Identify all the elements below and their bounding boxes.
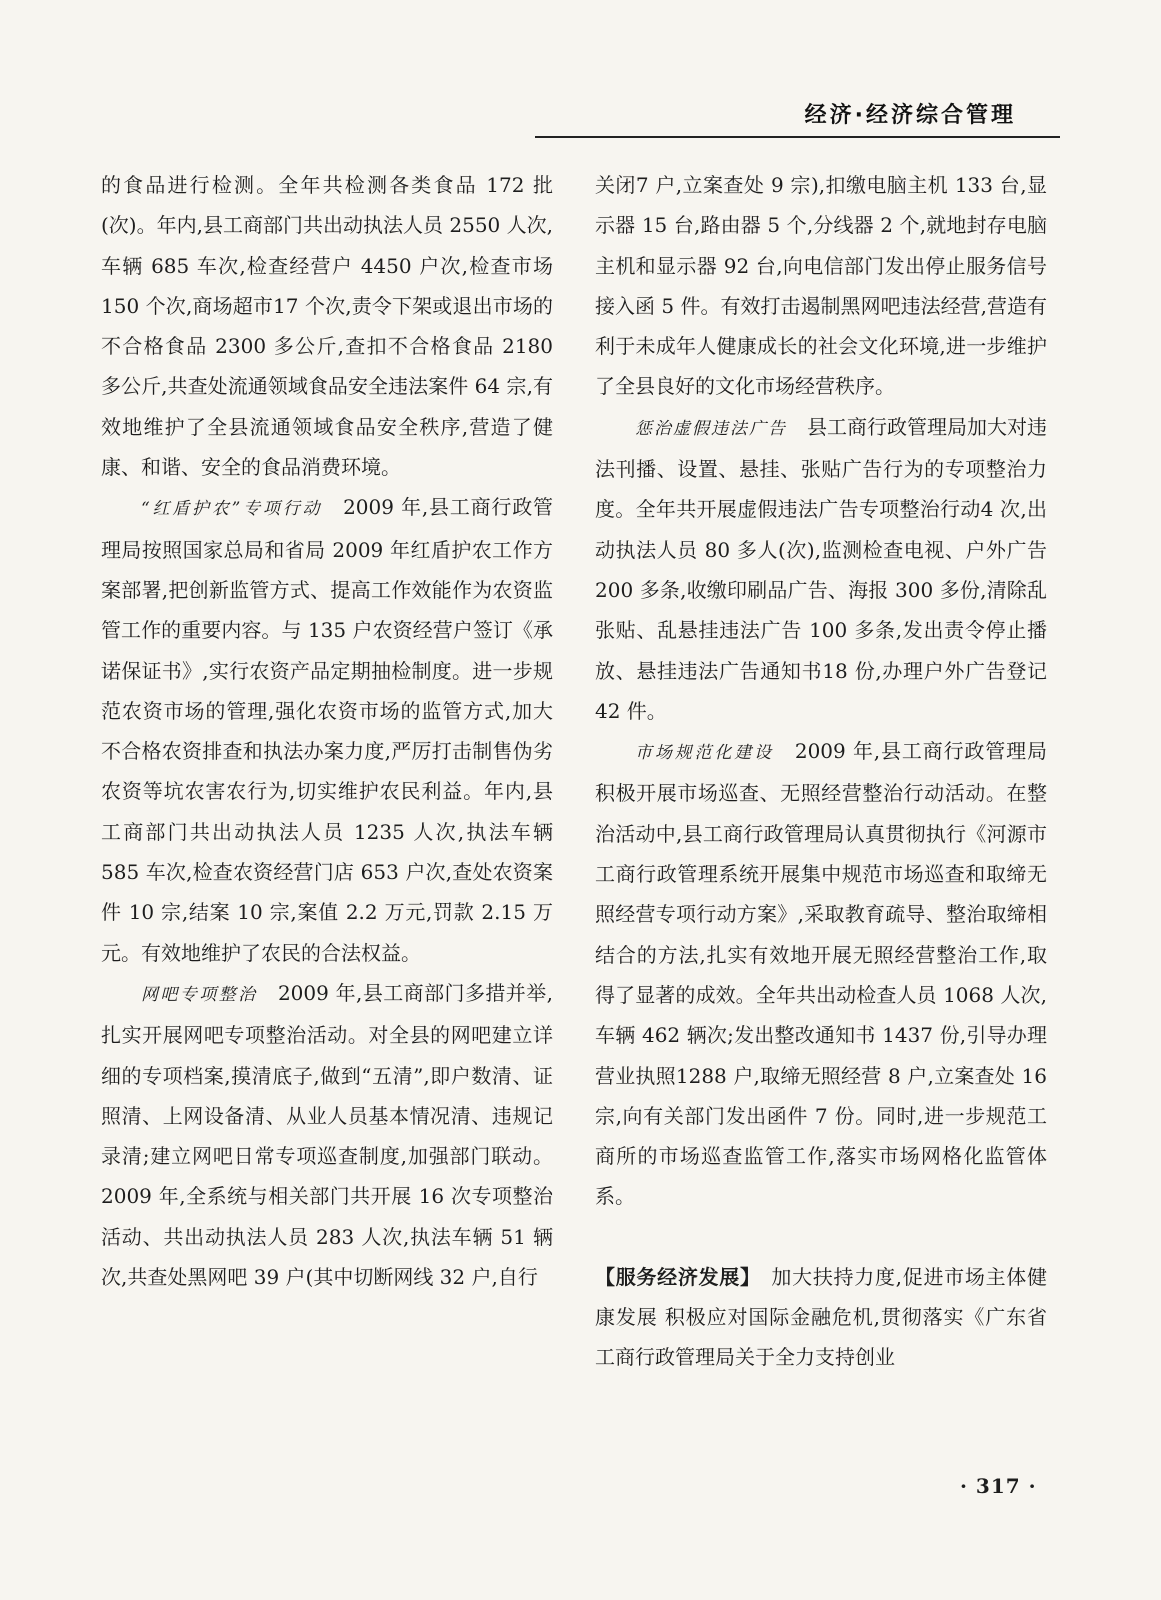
section-lead-internet-cafe: 网吧专项整治 <box>141 984 258 1005</box>
paragraph-red-shield <box>101 487 553 973</box>
running-header: 经济·经济综合管理 <box>804 103 1016 128</box>
section-lead-market-standardization: 市场规范化建设 <box>635 743 774 764</box>
section-heading-serve-economy: 【服务经济发展】 <box>595 1264 751 1289</box>
section-body-serve-economy: 加大扶持力度,促进市场主体健康发展 积极应对国际金融危机,贯彻落实《广东省工商行政管理局关于全力支持创业 <box>595 1264 1048 1370</box>
paragraph-internet-cafe-cont: 关闭7 户,立案查处 9 宗),扣缴电脑主机 133 台,显示器 15 台,路由器 5 个,分线器 2 个,就地封存电脑主机和显示器 92 台,向电信部门发出停止服务信号接入函 5 件。有效打击遏制黑网吧违法经营,营造有利于未成年人健康成长的社会文化环境,进一步维护了全县良好的文化市场经营秩序。 <box>595 173 1047 399</box>
paragraph-internet-cafe <box>101 973 553 1297</box>
section-lead-false-advertising: 惩治虚假违法广告 <box>635 418 787 439</box>
left-column <box>101 165 553 1297</box>
paragraph-serve-economy <box>595 1257 1047 1378</box>
page-number: · 317 · <box>960 1474 1037 1498</box>
header-rule <box>535 136 1060 138</box>
right-column <box>595 165 1047 1378</box>
section-body-false-advertising: 县工商行政管理局加大对违法刊播、设置、悬挂、张贴广告行为的专项整治力度。全年共开展虚假违法广告专项整治行动4 次,出动执法人员 80 多人(次),监测检查电视、户外广告 200 多条,收缴印刷品广告、海报 300 多份,清除乱张贴、乱悬挂违法广告 100 多条,发出责令停止播放、悬挂违法广告通知书18 份,办理户外广告登记42 件。 <box>595 414 1047 723</box>
section-body-red-shield: 2009 年,县工商行政管理局按照国家总局和省局 2009 年红盾护农工作方案部署,把创新监管方式、提高工作效能作为农资监管工作的重要内容。与 135 户农资经营户签订《承诺保证书》,实行农资产品定期抽检制度。进一步规范农资市场的管理,强化农资市场的监管方式,加大不合格农资排查和执法办案力度,严厉打击制售伪劣农资等坑农害农行为,切实维护农民利益。年内,县工商部门共出动执法人员 1235 人次,执法车辆 585 车次,检查农资经营门店 653 户次,查处农资案件 10 宗,结案 10 宗,案值 2.2 万元,罚款 2.15 万元。有效地维护了农民的合法权益。 <box>101 495 554 965</box>
section-lead-red-shield: “红盾护农”专项行动 <box>141 499 323 520</box>
paragraph-market-standardization <box>595 731 1047 1217</box>
section-body-market-standardization: 2009 年,县工商行政管理局积极开展市场巡查、无照经营整治行动活动。在整治活动中,县工商行政管理局认真贯彻执行《河源市工商行政管理系统开展集中规范市场巡查和取缔无照经营专项行动方案》,采取教育疏导、整治取缔相结合的方法,扎实有效地开展无照经营整治工作,取得了显著的成效。全年共出动检查人员 1068 人次,车辆 462 辆次;发出整改通知书 1437 份,引导办理营业执照1288 户,取缔无照经营 8 户,立案查处 16 宗,向有关部门发出函件 7 份。同时,进一步规范工商所的市场巡查监管工作,落实市场网格化监管体系。 <box>595 739 1047 1209</box>
section-body-internet-cafe: 2009 年,县工商部门多措并举,扎实开展网吧专项整治活动。对全县的网吧建立详细的专项档案,摸清底子,做到“五清”,即户数清、证照清、上网设备清、从业人员基本情况清、违规记录清;建立网吧日常专项巡查制度,加强部门联动。2009 年,全系统与相关部门共开展 16 次专项整治活动、共出动执法人员 283 人次,执法车辆 51 辆次,共查处黑网吧 39 户(其中切断网线 32 户,自行 <box>101 980 553 1290</box>
paragraph-food-inspection: 的食品进行检测。全年共检测各类食品 172 批(次)。年内,县工商部门共出动执法人员 2550 人次,车辆 685 车次,检查经营户 4450 户次,检查市场150 个次,商场超市17 个次,责令下架或退出市场的不合格食品 2300 多公斤,查扣不合格食品 2180 多公斤,共查处流通领域食品安全违法案件 64 宗,有效地维护了全县流通领域食品安全秩序,营造了健康、和谐、安全的食品消费环境。 <box>101 173 553 480</box>
section-gap <box>595 1217 1047 1257</box>
paragraph-false-advertising <box>595 407 1047 731</box>
